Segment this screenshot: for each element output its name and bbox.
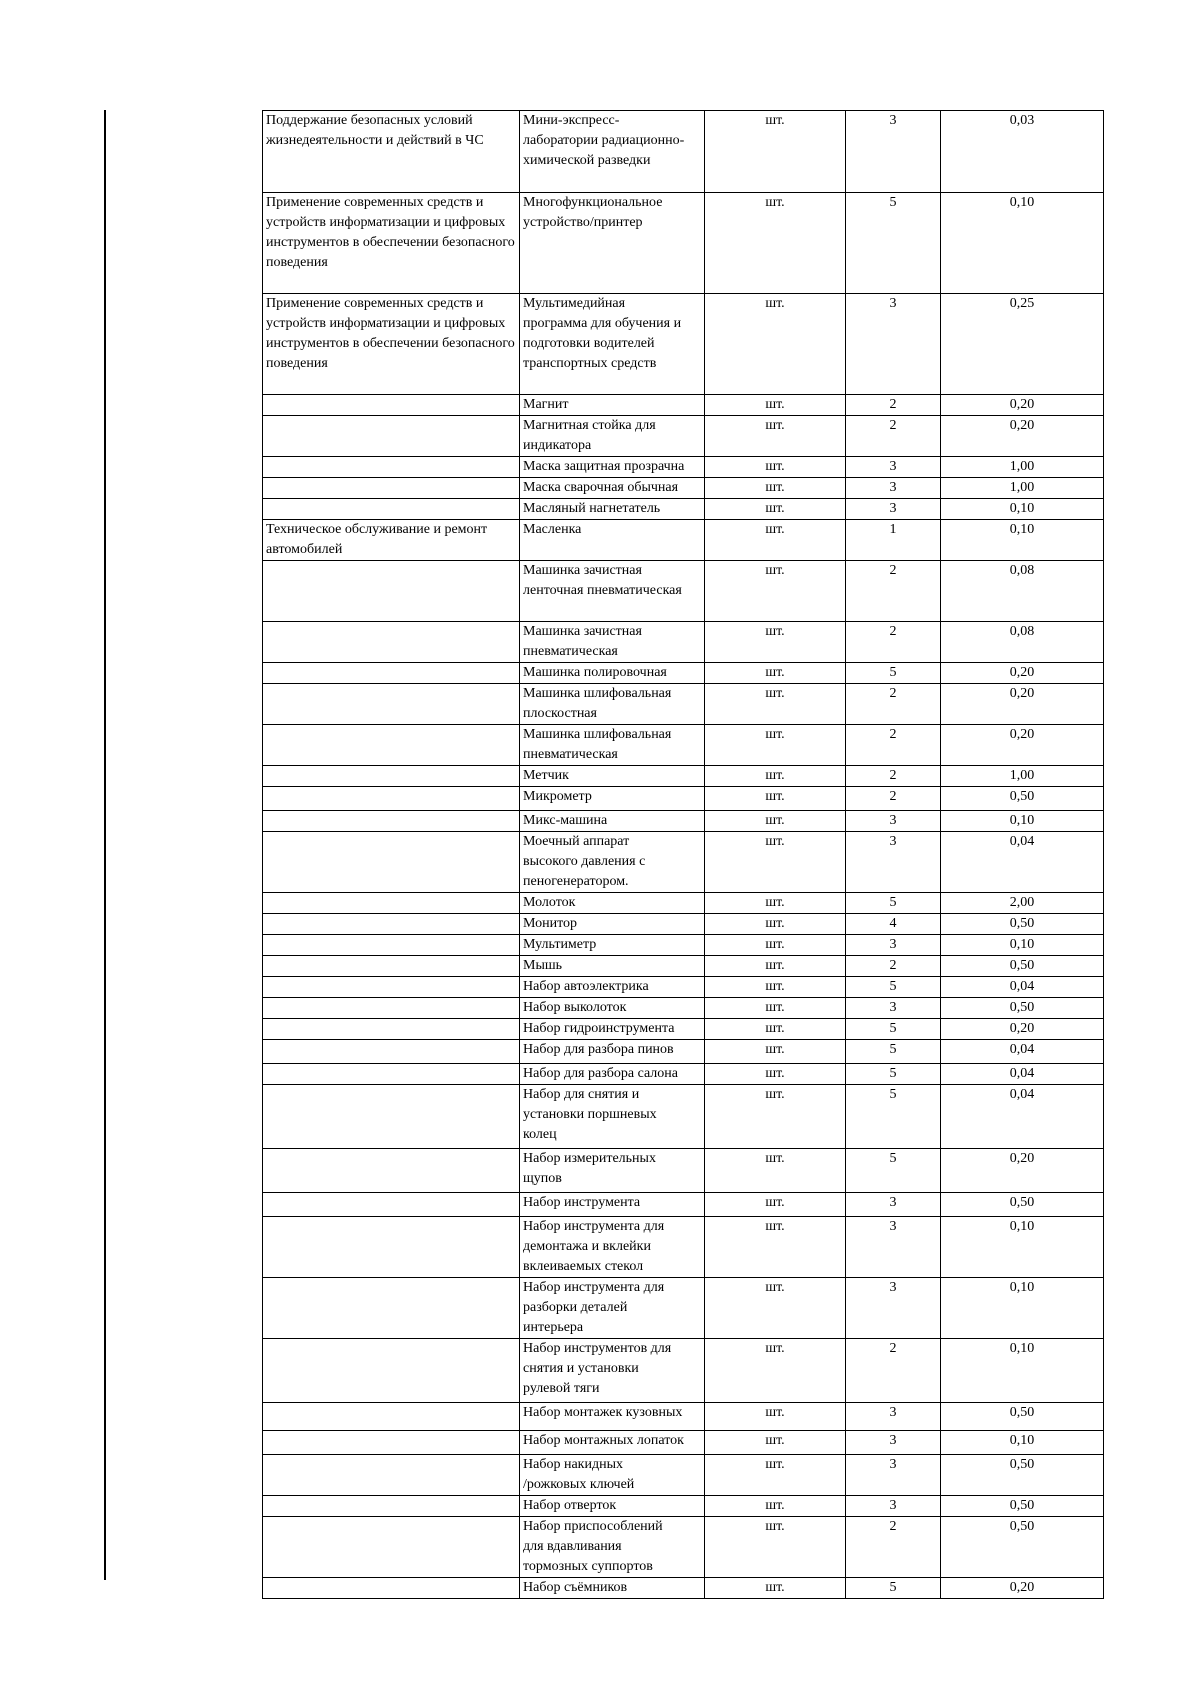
quantity-cell: 5 [846, 1085, 941, 1149]
section-cell [263, 998, 520, 1019]
unit-cell: шт. [705, 499, 846, 520]
section-cell: Применение современных средств и устройств информатизации и цифровых инструментов в обеспечении безопасного поведения [263, 294, 520, 395]
quantity-cell: 3 [846, 1193, 941, 1217]
norm-cell: 0,20 [941, 725, 1104, 766]
norm-cell: 0,04 [941, 977, 1104, 998]
norm-cell: 0,04 [941, 1064, 1104, 1085]
quantity-cell: 2 [846, 725, 941, 766]
item-name-cell: Набор для разбора салона [520, 1064, 705, 1085]
quantity-cell: 5 [846, 1064, 941, 1085]
section-cell [263, 1496, 520, 1517]
item-name-cell: Магнит [520, 395, 705, 416]
section-cell [263, 1278, 520, 1339]
table-row [263, 998, 1104, 1019]
table-row [263, 294, 1104, 395]
table-row [263, 1578, 1104, 1599]
quantity-cell: 3 [846, 478, 941, 499]
section-cell [263, 1040, 520, 1064]
item-name-cell: Набор инструментов для снятия и установки рулевой тяги [520, 1339, 705, 1403]
section-cell [263, 478, 520, 499]
unit-cell: шт. [705, 1149, 846, 1193]
quantity-cell: 5 [846, 1040, 941, 1064]
table-row [263, 725, 1104, 766]
item-name-cell: Магнитная стойка для индикатора [520, 416, 705, 457]
section-cell: Применение современных средств и устройств информатизации и цифровых инструментов в обеспечении безопасного поведения [263, 193, 520, 294]
section-cell [263, 1339, 520, 1403]
item-name-cell: Набор гидроинструмента [520, 1019, 705, 1040]
quantity-cell: 3 [846, 111, 941, 193]
table-row [263, 1517, 1104, 1578]
norm-cell: 0,20 [941, 1149, 1104, 1193]
item-name-cell: Машинка шлифовальная пневматическая [520, 725, 705, 766]
table-row [263, 395, 1104, 416]
quantity-cell: 2 [846, 766, 941, 787]
norm-cell: 0,20 [941, 1578, 1104, 1599]
unit-cell: шт. [705, 1339, 846, 1403]
quantity-cell: 3 [846, 935, 941, 956]
section-cell [263, 787, 520, 811]
quantity-cell: 2 [846, 956, 941, 977]
item-name-cell: Машинка зачистная пневматическая [520, 622, 705, 663]
section-cell [263, 935, 520, 956]
item-name-cell: Микс-машина [520, 811, 705, 832]
section-cell: Поддержание безопасных условий жизнедеятельности и действий в ЧС [263, 111, 520, 193]
norm-cell: 0,10 [941, 1339, 1104, 1403]
item-name-cell: Мышь [520, 956, 705, 977]
section-cell [263, 1064, 520, 1085]
section-cell [263, 725, 520, 766]
table-row [263, 561, 1104, 622]
item-name-cell: Набор накидных /рожковых ключей [520, 1455, 705, 1496]
table-row [263, 914, 1104, 935]
unit-cell: шт. [705, 520, 846, 561]
norm-cell: 0,04 [941, 832, 1104, 893]
norm-cell: 0,50 [941, 956, 1104, 977]
quantity-cell: 1 [846, 520, 941, 561]
unit-cell: шт. [705, 811, 846, 832]
unit-cell: шт. [705, 914, 846, 935]
item-name-cell: Метчик [520, 766, 705, 787]
norm-cell: 0,10 [941, 811, 1104, 832]
quantity-cell: 3 [846, 998, 941, 1019]
norm-cell: 0,20 [941, 416, 1104, 457]
section-cell [263, 499, 520, 520]
table-row [263, 977, 1104, 998]
quantity-cell: 3 [846, 1278, 941, 1339]
quantity-cell: 2 [846, 1339, 941, 1403]
norm-cell: 0,10 [941, 1278, 1104, 1339]
norm-cell: 0,04 [941, 1085, 1104, 1149]
section-cell [263, 832, 520, 893]
quantity-cell: 2 [846, 684, 941, 725]
unit-cell: шт. [705, 294, 846, 395]
norm-cell: 0,20 [941, 1019, 1104, 1040]
quantity-cell: 5 [846, 663, 941, 684]
table-row [263, 893, 1104, 914]
section-cell [263, 1085, 520, 1149]
item-name-cell: Набор съёмников [520, 1578, 705, 1599]
quantity-cell: 3 [846, 294, 941, 395]
table-row [263, 416, 1104, 457]
table-row [263, 1339, 1104, 1403]
item-name-cell: Набор инструмента для демонтажа и вклейки вклеиваемых стекол [520, 1217, 705, 1278]
unit-cell: шт. [705, 193, 846, 294]
norm-cell: 0,10 [941, 1431, 1104, 1455]
norm-cell: 0,03 [941, 111, 1104, 193]
section-cell [263, 1431, 520, 1455]
norm-cell: 0,10 [941, 499, 1104, 520]
norm-cell: 0,10 [941, 520, 1104, 561]
norm-cell: 0,10 [941, 935, 1104, 956]
norm-cell: 0,20 [941, 684, 1104, 725]
quantity-cell: 3 [846, 499, 941, 520]
table-row [263, 663, 1104, 684]
quantity-cell: 3 [846, 1496, 941, 1517]
unit-cell: шт. [705, 478, 846, 499]
quantity-cell: 3 [846, 1403, 941, 1431]
norm-cell: 0,25 [941, 294, 1104, 395]
section-cell [263, 811, 520, 832]
quantity-cell: 3 [846, 1455, 941, 1496]
section-cell [263, 1455, 520, 1496]
norm-cell: 1,00 [941, 766, 1104, 787]
table-row [263, 457, 1104, 478]
norm-cell: 0,08 [941, 561, 1104, 622]
norm-cell: 0,50 [941, 1455, 1104, 1496]
item-name-cell: Набор для снятия и установки поршневых колец [520, 1085, 705, 1149]
quantity-cell: 2 [846, 416, 941, 457]
table-row [263, 622, 1104, 663]
unit-cell: шт. [705, 998, 846, 1019]
unit-cell: шт. [705, 622, 846, 663]
item-name-cell: Набор монтажных лопаток [520, 1431, 705, 1455]
section-cell [263, 1193, 520, 1217]
item-name-cell: Монитор [520, 914, 705, 935]
item-name-cell: Мини-экспресс- лаборатории радиационно- химической разведки [520, 111, 705, 193]
unit-cell: шт. [705, 725, 846, 766]
item-name-cell: Машинка шлифовальная плоскостная [520, 684, 705, 725]
quantity-cell: 5 [846, 977, 941, 998]
quantity-cell: 5 [846, 1019, 941, 1040]
item-name-cell: Многофункциональное устройство/принтер [520, 193, 705, 294]
unit-cell: шт. [705, 416, 846, 457]
section-cell [263, 1403, 520, 1431]
table-row [263, 832, 1104, 893]
quantity-cell: 3 [846, 832, 941, 893]
norm-cell: 0,10 [941, 1217, 1104, 1278]
table-row [263, 1455, 1104, 1496]
unit-cell: шт. [705, 766, 846, 787]
table-row [263, 935, 1104, 956]
quantity-cell: 5 [846, 193, 941, 294]
unit-cell: шт. [705, 832, 846, 893]
unit-cell: шт. [705, 1431, 846, 1455]
equipment-table [262, 110, 1104, 1599]
unit-cell: шт. [705, 1517, 846, 1578]
unit-cell: шт. [705, 684, 846, 725]
table-row [263, 811, 1104, 832]
unit-cell: шт. [705, 111, 846, 193]
unit-cell: шт. [705, 977, 846, 998]
norm-cell: 1,00 [941, 457, 1104, 478]
quantity-cell: 3 [846, 811, 941, 832]
section-cell [263, 893, 520, 914]
norm-cell: 0,04 [941, 1040, 1104, 1064]
item-name-cell: Микрометр [520, 787, 705, 811]
table-row [263, 787, 1104, 811]
section-cell [263, 663, 520, 684]
item-name-cell: Мультиметр [520, 935, 705, 956]
left-margin-line [104, 110, 106, 1580]
section-cell [263, 457, 520, 478]
norm-cell: 0,10 [941, 193, 1104, 294]
table-row [263, 111, 1104, 193]
section-cell [263, 561, 520, 622]
equipment-table-body [263, 111, 1104, 1599]
quantity-cell: 2 [846, 622, 941, 663]
norm-cell: 0,50 [941, 998, 1104, 1019]
item-name-cell: Маска защитная прозрачна [520, 457, 705, 478]
item-name-cell: Набор монтажек кузовных [520, 1403, 705, 1431]
item-name-cell: Моечный аппарат высокого давления с пеногенератором. [520, 832, 705, 893]
section-cell [263, 914, 520, 935]
unit-cell: шт. [705, 457, 846, 478]
item-name-cell: Масляный нагнетатель [520, 499, 705, 520]
unit-cell: шт. [705, 561, 846, 622]
unit-cell: шт. [705, 1278, 846, 1339]
unit-cell: шт. [705, 1064, 846, 1085]
unit-cell: шт. [705, 395, 846, 416]
table-row [263, 520, 1104, 561]
unit-cell: шт. [705, 1496, 846, 1517]
unit-cell: шт. [705, 1578, 846, 1599]
norm-cell: 0,50 [941, 914, 1104, 935]
norm-cell: 0,20 [941, 395, 1104, 416]
unit-cell: шт. [705, 1040, 846, 1064]
item-name-cell: Маска сварочная обычная [520, 478, 705, 499]
unit-cell: шт. [705, 1193, 846, 1217]
unit-cell: шт. [705, 1019, 846, 1040]
table-row [263, 1040, 1104, 1064]
table-row [263, 1149, 1104, 1193]
section-cell [263, 684, 520, 725]
table-row [263, 193, 1104, 294]
section-cell [263, 1578, 520, 1599]
unit-cell: шт. [705, 1455, 846, 1496]
item-name-cell: Машинка полировочная [520, 663, 705, 684]
norm-cell: 0,20 [941, 663, 1104, 684]
section-cell: Техническое обслуживание и ремонт автомобилей [263, 520, 520, 561]
quantity-cell: 5 [846, 1578, 941, 1599]
table-row [263, 684, 1104, 725]
item-name-cell: Набор инструмента для разборки деталей интерьера [520, 1278, 705, 1339]
table-row [263, 1019, 1104, 1040]
unit-cell: шт. [705, 935, 846, 956]
table-row [263, 1278, 1104, 1339]
quantity-cell: 2 [846, 787, 941, 811]
norm-cell: 2,00 [941, 893, 1104, 914]
unit-cell: шт. [705, 1085, 846, 1149]
norm-cell: 1,00 [941, 478, 1104, 499]
unit-cell: шт. [705, 956, 846, 977]
quantity-cell: 3 [846, 457, 941, 478]
section-cell [263, 622, 520, 663]
table-row [263, 478, 1104, 499]
table-row [263, 1496, 1104, 1517]
unit-cell: шт. [705, 663, 846, 684]
table-row [263, 499, 1104, 520]
item-name-cell: Набор автоэлектрика [520, 977, 705, 998]
quantity-cell: 3 [846, 1431, 941, 1455]
section-cell [263, 1517, 520, 1578]
unit-cell: шт. [705, 893, 846, 914]
table-row [263, 1064, 1104, 1085]
section-cell [263, 416, 520, 457]
item-name-cell: Молоток [520, 893, 705, 914]
section-cell [263, 766, 520, 787]
quantity-cell: 2 [846, 395, 941, 416]
item-name-cell: Набор измерительных щупов [520, 1149, 705, 1193]
norm-cell: 0,50 [941, 787, 1104, 811]
item-name-cell: Набор отверток [520, 1496, 705, 1517]
section-cell [263, 956, 520, 977]
unit-cell: шт. [705, 1403, 846, 1431]
table-row [263, 1085, 1104, 1149]
table-row [263, 1217, 1104, 1278]
table-row [263, 956, 1104, 977]
table-row [263, 766, 1104, 787]
section-cell [263, 1217, 520, 1278]
section-cell [263, 977, 520, 998]
item-name-cell: Набор приспособлений для вдавливания тормозных суппортов [520, 1517, 705, 1578]
unit-cell: шт. [705, 1217, 846, 1278]
quantity-cell: 2 [846, 561, 941, 622]
norm-cell: 0,50 [941, 1403, 1104, 1431]
quantity-cell: 4 [846, 914, 941, 935]
section-cell [263, 1019, 520, 1040]
quantity-cell: 5 [846, 1149, 941, 1193]
item-name-cell: Мультимедийная программа для обучения и подготовки водителей транспортных средств [520, 294, 705, 395]
norm-cell: 0,08 [941, 622, 1104, 663]
item-name-cell: Машинка зачистная ленточная пневматическая [520, 561, 705, 622]
section-cell [263, 395, 520, 416]
norm-cell: 0,50 [941, 1517, 1104, 1578]
item-name-cell: Набор для разбора пинов [520, 1040, 705, 1064]
norm-cell: 0,50 [941, 1193, 1104, 1217]
item-name-cell: Набор выколоток [520, 998, 705, 1019]
table-row [263, 1403, 1104, 1431]
section-cell [263, 1149, 520, 1193]
table-row [263, 1431, 1104, 1455]
table-row [263, 1193, 1104, 1217]
quantity-cell: 2 [846, 1517, 941, 1578]
quantity-cell: 5 [846, 893, 941, 914]
unit-cell: шт. [705, 787, 846, 811]
item-name-cell: Набор инструмента [520, 1193, 705, 1217]
item-name-cell: Масленка [520, 520, 705, 561]
norm-cell: 0,50 [941, 1496, 1104, 1517]
quantity-cell: 3 [846, 1217, 941, 1278]
